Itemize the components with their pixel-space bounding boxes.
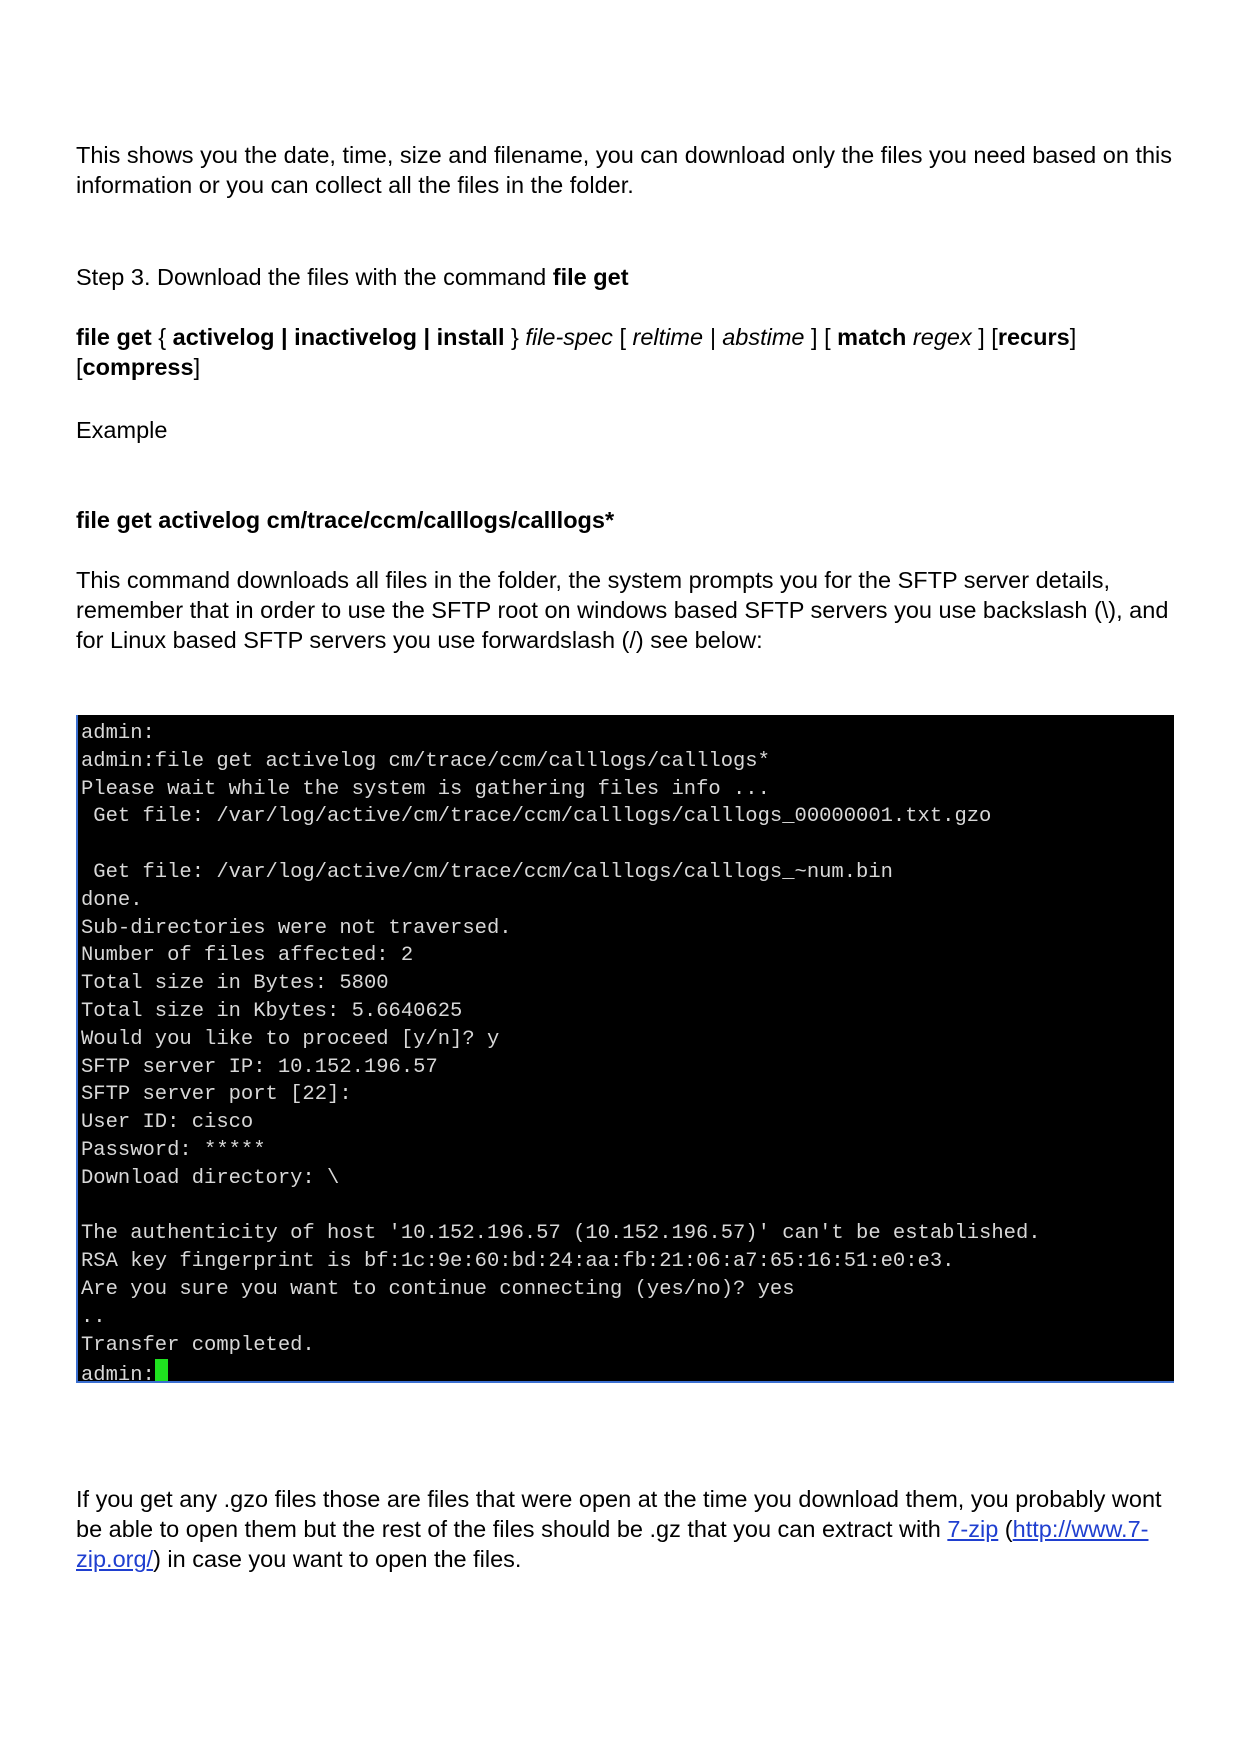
syntax-match: match xyxy=(837,324,907,350)
step-3-text: Step 3. Download the files with the command xyxy=(76,264,553,290)
syntax-recurs: recurs xyxy=(997,324,1070,350)
syntax-opt-install: install xyxy=(436,324,505,350)
syntax-brace-open: { xyxy=(151,324,173,350)
syntax-opt-inactivelog: inactivelog xyxy=(294,324,417,350)
terminal-line: Password: ***** xyxy=(81,1138,266,1162)
explanation-paragraph: This command downloads all files in the folder, the system prompts you for the SFTP server details, remember that in order to use the SFTP root on windows based SFTP servers you use backslash (\), and for Linux based SFTP servers you use forwardslash (/) see below: xyxy=(76,567,1169,653)
syntax-bracket: [ xyxy=(76,354,83,380)
terminal-prompt-line xyxy=(81,1359,1174,1383)
terminal-line: .. xyxy=(81,1305,106,1329)
terminal-line xyxy=(81,1193,1174,1221)
terminal-line: Are you sure you want to continue connecting (yes/no)? yes xyxy=(81,1277,795,1301)
terminal-line: Transfer completed. xyxy=(81,1333,315,1357)
syntax-bracket: ] [ xyxy=(971,324,998,350)
link-7zip-url[interactable]: http://www.7-zip.org/ xyxy=(76,1516,1149,1572)
syntax-compress: compress xyxy=(82,354,194,380)
terminal-line: User ID: cisco xyxy=(81,1111,254,1135)
syntax-cmd: file get xyxy=(76,324,152,350)
example-label: Example xyxy=(76,417,168,443)
terminal-line: Total size in Kbytes: 5.6640625 xyxy=(81,999,463,1023)
terminal-line: Get file: /var/log/active/cm/trace/ccm/calllogs/calllogs_~num.bin xyxy=(81,860,893,884)
terminal-line: Download directory: \ xyxy=(81,1166,340,1190)
cursor-block-icon xyxy=(155,1359,168,1383)
syntax-abstime: abstime xyxy=(722,324,805,350)
terminal-line: Total size in Bytes: 5800 xyxy=(81,972,389,996)
example-command-text: file get activelog cm/trace/ccm/calllogs/calllogs* xyxy=(76,507,615,533)
terminal-line: Number of files affected: 2 xyxy=(81,944,414,968)
syntax-bracket: ] xyxy=(1069,324,1077,350)
terminal-line: done. xyxy=(81,888,143,912)
outro-text: ) in case you want to open the files. xyxy=(153,1546,522,1572)
terminal-line xyxy=(81,831,1174,859)
syntax-reltime: reltime xyxy=(632,324,704,350)
syntax-sep: | xyxy=(416,324,437,350)
terminal-output xyxy=(81,720,1174,1359)
syntax-bracket: ] [ xyxy=(804,324,838,350)
terminal-line: SFTP server port [22]: xyxy=(81,1083,352,1107)
terminal-line: Sub-directories were not traversed. xyxy=(81,916,512,940)
example-command xyxy=(76,505,614,535)
step-3-paragraph xyxy=(76,262,1176,292)
terminal-screenshot xyxy=(76,715,1174,1383)
outro-text: ( xyxy=(998,1516,1013,1542)
syntax-sep: | xyxy=(274,324,295,350)
terminal-prompt: admin: xyxy=(81,1364,155,1383)
command-syntax xyxy=(76,322,1176,382)
syntax-sep: | xyxy=(703,324,723,350)
syntax-bracket: ] xyxy=(193,354,201,380)
terminal-line: Get file: /var/log/active/cm/trace/ccm/calllogs/calllogs_00000001.txt.gzo xyxy=(81,805,992,829)
syntax-filespec: file-spec xyxy=(525,324,613,350)
syntax-opt-activelog: activelog xyxy=(172,324,275,350)
terminal-line: admin: xyxy=(81,722,155,745)
terminal-line: Would you like to proceed [y/n]? y xyxy=(81,1027,500,1051)
terminal-line: Please wait while the system is gathering files info ... xyxy=(81,777,770,801)
terminal-line: SFTP server IP: 10.152.196.57 xyxy=(81,1055,438,1079)
outro-paragraph xyxy=(76,1484,1176,1574)
syntax-bracket: [ xyxy=(612,324,633,350)
terminal-line: The authenticity of host '10.152.196.57 (10.152.196.57)' can't be established. xyxy=(81,1222,1041,1246)
syntax-regex: regex xyxy=(912,324,972,350)
intro-paragraph: This shows you the date, time, size and filename, you can download only the files you need based on this information or you can collect all the files in the folder. xyxy=(76,142,1173,198)
outro-text: If you get any .gzo files those are files that were open at the time you download them, you probably wont be able to open them but the rest of the files should be .gz that you can extract with xyxy=(76,1486,1162,1542)
link-7zip[interactable]: 7-zip xyxy=(947,1516,999,1542)
syntax-brace-close: } xyxy=(504,324,526,350)
step-3-command: file get xyxy=(552,264,629,290)
terminal-line: RSA key fingerprint is bf:1c:9e:60:bd:24:aa:fb:21:06:a7:65:16:51:e0:e3. xyxy=(81,1250,955,1274)
terminal-line: admin:file get activelog cm/trace/ccm/calllogs/calllogs* xyxy=(81,749,770,773)
